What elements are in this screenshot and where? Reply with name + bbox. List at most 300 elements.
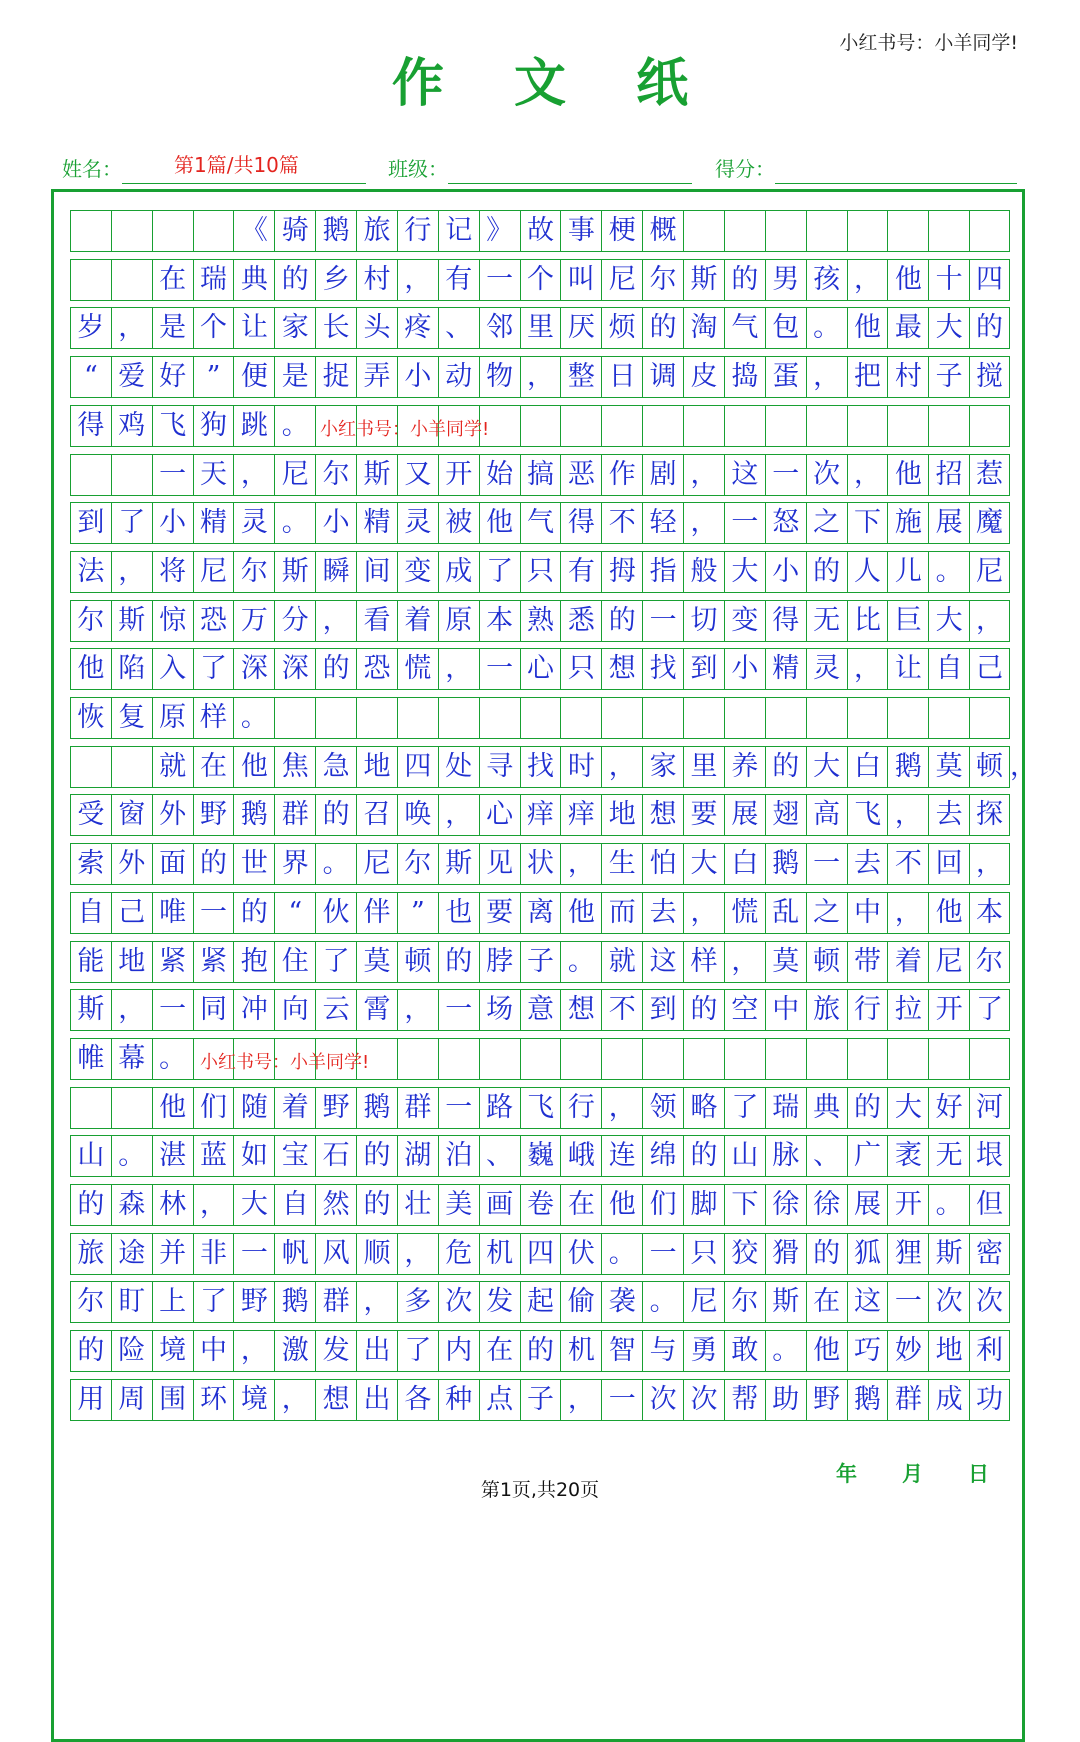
grid-cell: 斯 xyxy=(356,455,397,495)
grid-cell: 是 xyxy=(152,308,193,348)
month-label: 月 xyxy=(902,1462,923,1486)
grid-cell: 灵 xyxy=(397,503,438,543)
grid-cell: 尼 xyxy=(601,260,642,300)
grid-cell: 样 xyxy=(683,942,724,982)
grid-cell: 鹅 xyxy=(315,211,356,251)
grid-cell: ， xyxy=(356,1282,397,1322)
grid-cell xyxy=(724,211,765,251)
grid-cell: 偷 xyxy=(560,1282,601,1322)
grid-cell xyxy=(847,1039,888,1079)
grid-cell: 记 xyxy=(438,211,479,251)
grid-cell: 的 xyxy=(438,942,479,982)
grid-cell: 急 xyxy=(315,747,356,787)
grid-cell: 地 xyxy=(928,1331,969,1371)
grid-cell: 又 xyxy=(397,455,438,495)
grid-cell: 分 xyxy=(274,601,315,641)
grid-cell: 家 xyxy=(642,747,683,787)
grid-cell: 了 xyxy=(193,649,234,689)
grid-cell: 儿 xyxy=(887,552,928,592)
grid-cell: 疼 xyxy=(397,308,438,348)
grid-cell: 尔 xyxy=(70,1282,111,1322)
grid-cell: 起 xyxy=(520,1282,561,1322)
grid-cell: 尼 xyxy=(969,552,1010,592)
grid-cell xyxy=(765,1039,806,1079)
grid-row xyxy=(70,1233,1010,1275)
grid-cell: 。 xyxy=(315,844,356,884)
grid-cell: 大 xyxy=(233,1185,274,1225)
grid-cell: 一 xyxy=(724,503,765,543)
grid-cell: 要 xyxy=(479,893,520,933)
score-field xyxy=(715,150,1017,184)
grid-cell: 斯 xyxy=(438,844,479,884)
grid-cell: 一 xyxy=(642,1234,683,1274)
grid-cell: 白 xyxy=(847,747,888,787)
grid-cell: ， xyxy=(193,1185,234,1225)
grid-cell: 一 xyxy=(152,455,193,495)
grid-cell: 机 xyxy=(479,1234,520,1274)
grid-cell: 招 xyxy=(928,455,969,495)
grid-cell: 村 xyxy=(887,357,928,397)
grid-cell: 、 xyxy=(438,308,479,348)
grid-cell xyxy=(70,455,111,495)
grid-cell: 邻 xyxy=(479,308,520,348)
grid-cell: ， xyxy=(111,308,152,348)
grid-cell xyxy=(928,698,969,738)
grid-cell: ， xyxy=(560,844,601,884)
grid-cell: 个 xyxy=(193,308,234,348)
grid-cell: 皮 xyxy=(683,357,724,397)
grid-cell: 鹅 xyxy=(274,1282,315,1322)
grid-cell xyxy=(724,698,765,738)
grid-cell: 子 xyxy=(520,1380,561,1420)
grid-cell: 拇 xyxy=(601,552,642,592)
grid-cell: 行 xyxy=(847,990,888,1030)
grid-cell: 己 xyxy=(969,649,1010,689)
grid-cell: 最 xyxy=(887,308,928,348)
grid-cell: 山 xyxy=(724,1136,765,1176)
grid-cell: 复 xyxy=(111,698,152,738)
grid-cell: 典 xyxy=(233,260,274,300)
grid-row xyxy=(70,502,1010,544)
grid-cell: 去 xyxy=(642,893,683,933)
grid-cell: 莫 xyxy=(356,942,397,982)
grid-cell: 里 xyxy=(683,747,724,787)
grid-cell: 入 xyxy=(152,649,193,689)
grid-cell: 了 xyxy=(479,552,520,592)
grid-cell: 子 xyxy=(928,357,969,397)
grid-cell: 上 xyxy=(152,1282,193,1322)
grid-cell xyxy=(111,455,152,495)
grid-cell: 无 xyxy=(928,1136,969,1176)
grid-cell: 的 xyxy=(806,1234,847,1274)
grid-cell: 无 xyxy=(806,601,847,641)
grid-cell: 焦 xyxy=(274,747,315,787)
grid-cell xyxy=(847,698,888,738)
grid-cell: 厌 xyxy=(560,308,601,348)
name-value: 第1篇/共10篇 xyxy=(174,153,299,177)
grid-cell: 动 xyxy=(438,357,479,397)
grid-cell: ， xyxy=(315,601,356,641)
grid-cell: 垠 xyxy=(969,1136,1010,1176)
grid-cell xyxy=(111,1088,152,1128)
grid-cell: 群 xyxy=(397,1088,438,1128)
grid-cell: 助 xyxy=(765,1380,806,1420)
grid-cell: 得 xyxy=(70,406,111,446)
grid-cell: 生 xyxy=(601,844,642,884)
grid-cell: 始 xyxy=(479,455,520,495)
grid-cell: 展 xyxy=(928,503,969,543)
grid-cell: 的 xyxy=(683,1136,724,1176)
grid-cell: 间 xyxy=(356,552,397,592)
grid-cell: 本 xyxy=(969,893,1010,933)
grid-cell xyxy=(928,1039,969,1079)
grid-cell xyxy=(560,1039,601,1079)
grid-cell: 莫 xyxy=(765,942,806,982)
grid-cell: 翅 xyxy=(765,795,806,835)
grid-cell: 围 xyxy=(152,1380,193,1420)
grid-cell: 带 xyxy=(847,942,888,982)
grid-cell: 捉 xyxy=(315,357,356,397)
grid-cell: ， xyxy=(397,260,438,300)
grid-cell: ， xyxy=(397,1234,438,1274)
grid-cell: 鹅 xyxy=(887,747,928,787)
grid-cell: 之 xyxy=(806,503,847,543)
grid-cell: 徐 xyxy=(806,1185,847,1225)
grid-cell xyxy=(520,1039,561,1079)
grid-cell: 着 xyxy=(274,1088,315,1128)
grid-cell: 己 xyxy=(111,893,152,933)
grid-cell: 展 xyxy=(847,1185,888,1225)
grid-cell: 尔 xyxy=(233,552,274,592)
grid-cell: 尔 xyxy=(397,844,438,884)
grid-cell: 精 xyxy=(356,503,397,543)
grid-cell: ， xyxy=(560,1380,601,1420)
grid-cell: 要 xyxy=(683,795,724,835)
grid-cell: 四 xyxy=(520,1234,561,1274)
grid-cell: 想 xyxy=(642,795,683,835)
grid-cell: 唤 xyxy=(397,795,438,835)
grid-cell: 轻 xyxy=(642,503,683,543)
grid-cell: 。 xyxy=(601,1234,642,1274)
grid-cell: 叫 xyxy=(560,260,601,300)
grid-cell: 十 xyxy=(928,260,969,300)
grid-cell xyxy=(397,1039,438,1079)
grid-cell: 长 xyxy=(315,308,356,348)
grid-cell: 只 xyxy=(520,552,561,592)
grid-cell: 脚 xyxy=(683,1185,724,1225)
grid-cell: 、 xyxy=(806,1136,847,1176)
grid-cell: 索 xyxy=(70,844,111,884)
grid-cell: 变 xyxy=(397,552,438,592)
grid-cell: 河 xyxy=(969,1088,1010,1128)
grid-cell: ， xyxy=(806,357,847,397)
grid-cell: 而 xyxy=(601,893,642,933)
grid-cell: 莫 xyxy=(928,747,969,787)
grid-cell xyxy=(438,1039,479,1079)
grid-cell: 不 xyxy=(601,990,642,1030)
grid-row xyxy=(70,746,1037,788)
grid-cell: “ xyxy=(274,893,315,933)
grid-cell: 日 xyxy=(601,357,642,397)
grid-cell: 顿 xyxy=(969,747,1010,787)
grid-cell: 各 xyxy=(397,1380,438,1420)
grid-cell: 意 xyxy=(520,990,561,1030)
grid-cell: 泊 xyxy=(438,1136,479,1176)
grid-row xyxy=(70,405,1010,447)
grid-cell: 领 xyxy=(642,1088,683,1128)
grid-cell: 了 xyxy=(397,1331,438,1371)
grid-cell: 就 xyxy=(152,747,193,787)
grid-cell: 能 xyxy=(70,942,111,982)
grid-cell: 变 xyxy=(724,601,765,641)
grid-cell: 狐 xyxy=(847,1234,888,1274)
grid-cell: 物 xyxy=(479,357,520,397)
grid-cell: 大 xyxy=(683,844,724,884)
grid-cell: 四 xyxy=(397,747,438,787)
grid-cell: 本 xyxy=(479,601,520,641)
grid-cell: 深 xyxy=(233,649,274,689)
grid-cell: 探 xyxy=(969,795,1010,835)
grid-cell: 法 xyxy=(70,552,111,592)
grid-cell: 群 xyxy=(315,1282,356,1322)
grid-cell: 痒 xyxy=(560,795,601,835)
grid-cell: 。 xyxy=(152,1039,193,1079)
grid-cell: 他 xyxy=(887,260,928,300)
grid-cell: 乱 xyxy=(765,893,806,933)
grid-cell: 故 xyxy=(520,211,561,251)
grid-cell: 顿 xyxy=(806,942,847,982)
grid-row xyxy=(70,1379,1010,1421)
grid-cell: 向 xyxy=(274,990,315,1030)
grid-cell: 峨 xyxy=(560,1136,601,1176)
grid-cell: 小 xyxy=(152,503,193,543)
grid-cell: 。 xyxy=(765,1331,806,1371)
class-field xyxy=(388,150,692,184)
grid-cell: 鹅 xyxy=(233,795,274,835)
grid-cell: 旅 xyxy=(356,211,397,251)
grid-cell xyxy=(765,698,806,738)
grid-cell: 去 xyxy=(928,795,969,835)
grid-cell: 被 xyxy=(438,503,479,543)
watermark-note: 小红书号：小羊同学! xyxy=(200,1051,370,1073)
grid-cell xyxy=(520,406,561,446)
grid-cell: 一 xyxy=(233,1234,274,1274)
grid-cell xyxy=(806,698,847,738)
grid-cell: 在 xyxy=(560,1185,601,1225)
grid-cell: 风 xyxy=(315,1234,356,1274)
grid-cell: 在 xyxy=(152,260,193,300)
grid-cell xyxy=(806,406,847,446)
grid-cell: 得 xyxy=(560,503,601,543)
grid-cell: ， xyxy=(233,1331,274,1371)
grid-cell: 大 xyxy=(806,747,847,787)
grid-cell: 恶 xyxy=(560,455,601,495)
grid-cell: 妙 xyxy=(887,1331,928,1371)
grid-cell: 好 xyxy=(152,357,193,397)
grid-cell: 野 xyxy=(806,1380,847,1420)
grid-cell: 地 xyxy=(601,795,642,835)
grid-cell: 一 xyxy=(479,649,520,689)
grid-cell: 密 xyxy=(969,1234,1010,1274)
grid-cell xyxy=(847,406,888,446)
grid-cell: 发 xyxy=(315,1331,356,1371)
grid-cell: 瑞 xyxy=(765,1088,806,1128)
grid-row xyxy=(70,1330,1010,1372)
grid-cell: 中 xyxy=(193,1331,234,1371)
grid-cell: 。 xyxy=(928,552,969,592)
grid-cell xyxy=(152,211,193,251)
grid-cell: 找 xyxy=(642,649,683,689)
grid-cell: 灵 xyxy=(806,649,847,689)
grid-cell xyxy=(969,406,1010,446)
grid-cell: 路 xyxy=(479,1088,520,1128)
name-field xyxy=(62,150,366,184)
grid-cell: 。 xyxy=(111,1136,152,1176)
grid-cell: 了 xyxy=(193,1282,234,1322)
grid-cell xyxy=(274,698,315,738)
grid-cell: 伏 xyxy=(560,1234,601,1274)
grid-row xyxy=(70,1281,1010,1323)
grid-cell: 场 xyxy=(479,990,520,1030)
grid-cell: 这 xyxy=(724,455,765,495)
grid-cell: 男 xyxy=(765,260,806,300)
watermark-note: 小红书号：小羊同学! xyxy=(320,418,490,440)
grid-cell: ， xyxy=(683,893,724,933)
grid-cell: 剧 xyxy=(642,455,683,495)
grid-cell: 不 xyxy=(887,844,928,884)
grid-cell xyxy=(969,698,1010,738)
grid-cell: 。 xyxy=(274,406,315,446)
grid-cell: 云 xyxy=(315,990,356,1030)
grid-row xyxy=(70,454,1010,496)
grid-cell: 湖 xyxy=(397,1136,438,1176)
grid-cell: 林 xyxy=(152,1185,193,1225)
grid-cell: 窗 xyxy=(111,795,152,835)
grid-cell: 瑞 xyxy=(193,260,234,300)
grid-cell: 整 xyxy=(560,357,601,397)
grid-row xyxy=(70,1135,1010,1177)
grid-cell xyxy=(724,1039,765,1079)
grid-cell: 卷 xyxy=(520,1185,561,1225)
grid-cell: 大 xyxy=(724,552,765,592)
grid-cell: 切 xyxy=(683,601,724,641)
grid-cell: 受 xyxy=(70,795,111,835)
grid-cell: 点 xyxy=(479,1380,520,1420)
grid-cell: 原 xyxy=(152,698,193,738)
grid-cell: 自 xyxy=(70,893,111,933)
grid-cell: 拉 xyxy=(887,990,928,1030)
grid-cell: 周 xyxy=(111,1380,152,1420)
grid-cell: 人 xyxy=(847,552,888,592)
grid-cell: 大 xyxy=(887,1088,928,1128)
grid-cell: 但 xyxy=(969,1185,1010,1225)
grid-cell: 略 xyxy=(683,1088,724,1128)
grid-cell: 一 xyxy=(193,893,234,933)
grid-cell: 并 xyxy=(152,1234,193,1274)
grid-cell: 陷 xyxy=(111,649,152,689)
grid-cell: 们 xyxy=(642,1185,683,1225)
grid-cell: 的 xyxy=(601,601,642,641)
grid-cell xyxy=(969,211,1010,251)
grid-cell: 非 xyxy=(193,1234,234,1274)
grid-cell: 一 xyxy=(642,601,683,641)
grid-cell: 到 xyxy=(683,649,724,689)
grid-cell: 发 xyxy=(479,1282,520,1322)
grid-cell: 旅 xyxy=(806,990,847,1030)
grid-cell xyxy=(438,698,479,738)
grid-cell: 在 xyxy=(806,1282,847,1322)
grid-cell xyxy=(601,698,642,738)
grid-cell: ， xyxy=(601,747,642,787)
grid-cell xyxy=(806,1039,847,1079)
grid-cell: 成 xyxy=(438,552,479,592)
grid-cell: 一 xyxy=(806,844,847,884)
grid-cell: 心 xyxy=(520,649,561,689)
grid-cell: 尔 xyxy=(315,455,356,495)
grid-cell: 。 xyxy=(642,1282,683,1322)
grid-cell: ， xyxy=(847,649,888,689)
grid-cell: 在 xyxy=(479,1331,520,1371)
grid-cell: 的 xyxy=(315,649,356,689)
grid-cell: 巧 xyxy=(847,1331,888,1371)
grid-cell: 宝 xyxy=(274,1136,315,1176)
grid-cell: 养 xyxy=(724,747,765,787)
grid-cell: ， xyxy=(969,844,1010,884)
grid-cell xyxy=(601,406,642,446)
grid-cell: 一 xyxy=(438,990,479,1030)
grid-cell: 出 xyxy=(356,1331,397,1371)
grid-cell: 出 xyxy=(356,1380,397,1420)
grid-cell: 的 xyxy=(520,1331,561,1371)
grid-cell: 一 xyxy=(152,990,193,1030)
grid-cell: 见 xyxy=(479,844,520,884)
grid-cell: 小 xyxy=(397,357,438,397)
grid-cell: 。 xyxy=(560,942,601,982)
grid-cell: 种 xyxy=(438,1380,479,1420)
grid-cell: 机 xyxy=(560,1331,601,1371)
grid-cell xyxy=(928,211,969,251)
grid-cell: 有 xyxy=(438,260,479,300)
grid-cell: 狸 xyxy=(887,1234,928,1274)
grid-row xyxy=(70,697,1010,739)
grid-cell: ， xyxy=(397,990,438,1030)
grid-cell: 尼 xyxy=(274,455,315,495)
grid-cell: 有 xyxy=(560,552,601,592)
grid-cell: ， xyxy=(887,795,928,835)
grid-cell: 斯 xyxy=(928,1234,969,1274)
grid-cell: 鹅 xyxy=(765,844,806,884)
grid-cell: 这 xyxy=(642,942,683,982)
grid-cell: 着 xyxy=(887,942,928,982)
grid-row xyxy=(70,794,1010,836)
grid-cell: 不 xyxy=(601,503,642,543)
grid-cell: 处 xyxy=(438,747,479,787)
grid-cell: 巨 xyxy=(887,601,928,641)
grid-row xyxy=(70,551,1010,593)
grid-row xyxy=(70,259,1010,301)
grid-cell: 蓝 xyxy=(193,1136,234,1176)
grid-cell: 开 xyxy=(438,455,479,495)
grid-cell: 石 xyxy=(315,1136,356,1176)
grid-cell: 狗 xyxy=(193,406,234,446)
grid-cell: 次 xyxy=(928,1282,969,1322)
grid-cell: 的 xyxy=(765,747,806,787)
grid-cell xyxy=(887,211,928,251)
grid-cell: 骑 xyxy=(274,211,315,251)
grid-cell: ” xyxy=(193,357,234,397)
grid-cell: 回 xyxy=(928,844,969,884)
grid-cell xyxy=(111,747,152,787)
